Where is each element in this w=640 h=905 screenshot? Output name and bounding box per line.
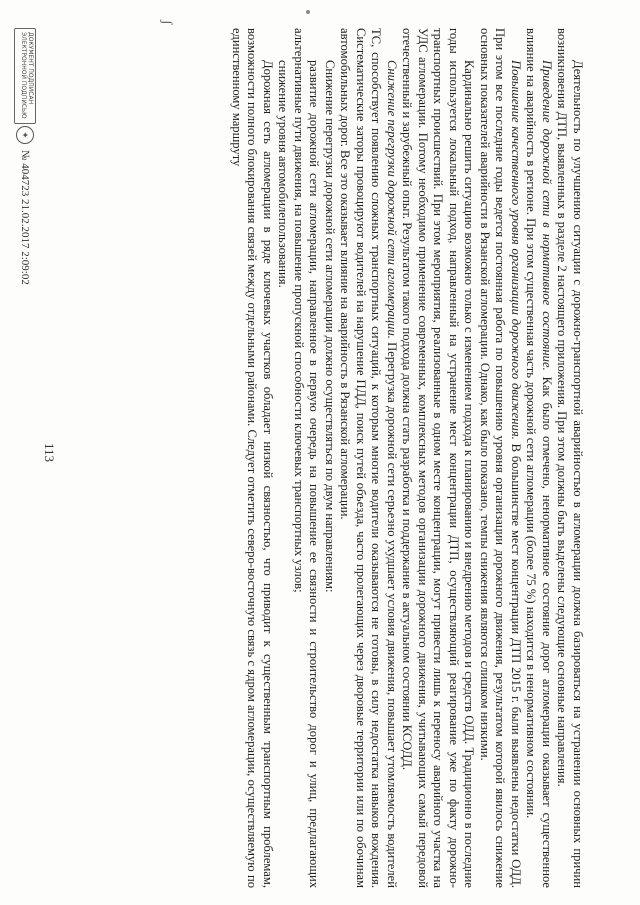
list-item: развитие дорожной сети агломерации, направленное в первую очередь на повышение ее связности и строительство дорог и улиц, предлагающих альтернативные пути движения, на повышение пропускной способности ключевых транспортных узлов; (292, 28, 322, 888)
paragraph-lead: Приведение дорожной сети в нормативное состояние. (540, 60, 554, 371)
paragraph-lead: Повышение качественного уровня организации дорожного движения. (509, 60, 523, 440)
paragraph-5: Снижение перегрузки дорожной сети агломерации. Перегрузка дорожной сети серьезно ухудшает условия движения, повышает утомляемость водителей ТС, способствует появлению сложных транспортных ситуаций, к которым многие водители оказываются не готовы, в силу недостатка навыков вождения. Систематические заторы провоцируют водителей на нарушение ПДД, поиск путей объезда, часто пролегающих через дворовые территории или по обочинам автомобильных дорог. Все это оказывает влияние на аварийность в Рязанской агломерации. (338, 28, 399, 888)
list-item: снижение уровня автомобилепользования. (276, 60, 291, 288)
registration-stamp: № 404723 21.02.2017 2:09:02 (19, 150, 31, 285)
paragraph-4: Кардинально решить ситуацию возможно только с изменением подхода к планированию и внедрению методов и средств ОДД. Традиционно в последние годы используется локальный подход, направленный на устранение мест концентрации ДТП, осуществляющий реагирование уже по факту дорожно-транспортных происшествий. При этом мероприятия, реализованные в одном месте концентрации, могут привести лишь к переносу аварийного участка на УДС агломерации. Потому необходимо применение современных, комплексных методов организации дорожного движения, учитывающих самый передовой отечественный и зарубежный опыт. Результатом такого подхода должна стать разработка и поддержание в актуальном состоянии КСОДД. (400, 28, 477, 888)
scan-artifact (306, 10, 310, 14)
margin-pen-mark: ʃ (159, 20, 174, 25)
paragraph-lead: Снижение перегрузки дорожной сети агломерации. (385, 60, 399, 339)
paragraph-1: Деятельность по улучшению ситуации с дорожно-транспортной аварийностью в агломерации должна базироваться на устранении основных причин возникновения ДТП, выявленных в разделе 2 настоящего приложения. При этом должны быть выделены следующие основные направления. (555, 28, 585, 888)
document-body (73, 28, 585, 888)
page-number: 113 (42, 442, 57, 463)
signature-seal: ДОКУМЕНТ ПОДПИСАН ЭЛЕКТРОННОЙ ПОДПИСЬЮ (14, 28, 36, 124)
paragraph-9: Дорожная сеть агломерации в ряде ключевых участков обладает низкой связностью, что приводит к существенным транспортным проблемам, возможности полного блокирования связей между отдельными районами. Следует отметить северо-восточную связь с ядром агломерации, осуществляемую по единственному маршруту (230, 28, 275, 888)
paragraph-6: Снижение перегрузки дорожной сети агломерации должно осуществляться по двум направлениям: (323, 60, 337, 593)
paragraph-3: Повышение качественного уровня организации дорожного движения. В большинстве мест концентрации ДТП 2015 г. были выявлены недостатки ОДД. При этом все последние годы ведется постоянная работа по повышению уровня организации дорожного движения, результатом которой явилось снижение основных показателей аварийности в Рязанской агломерации. Однако, как было показано, темпы снижения являются слишком низкими. (478, 28, 523, 889)
seal-emblem-icon: ✦ (16, 126, 34, 144)
document-footer (12, 28, 36, 328)
paragraph-2: Приведение дорожной сети в нормативное состояние. Как было отмечено, ненормативное состояние дорог агломерации оказывает существенное влияние на аварийность в регионе. При этом существенная часть дорожной сети агломерации (более 75 %) находится в ненормативном состоянии. (524, 28, 554, 888)
